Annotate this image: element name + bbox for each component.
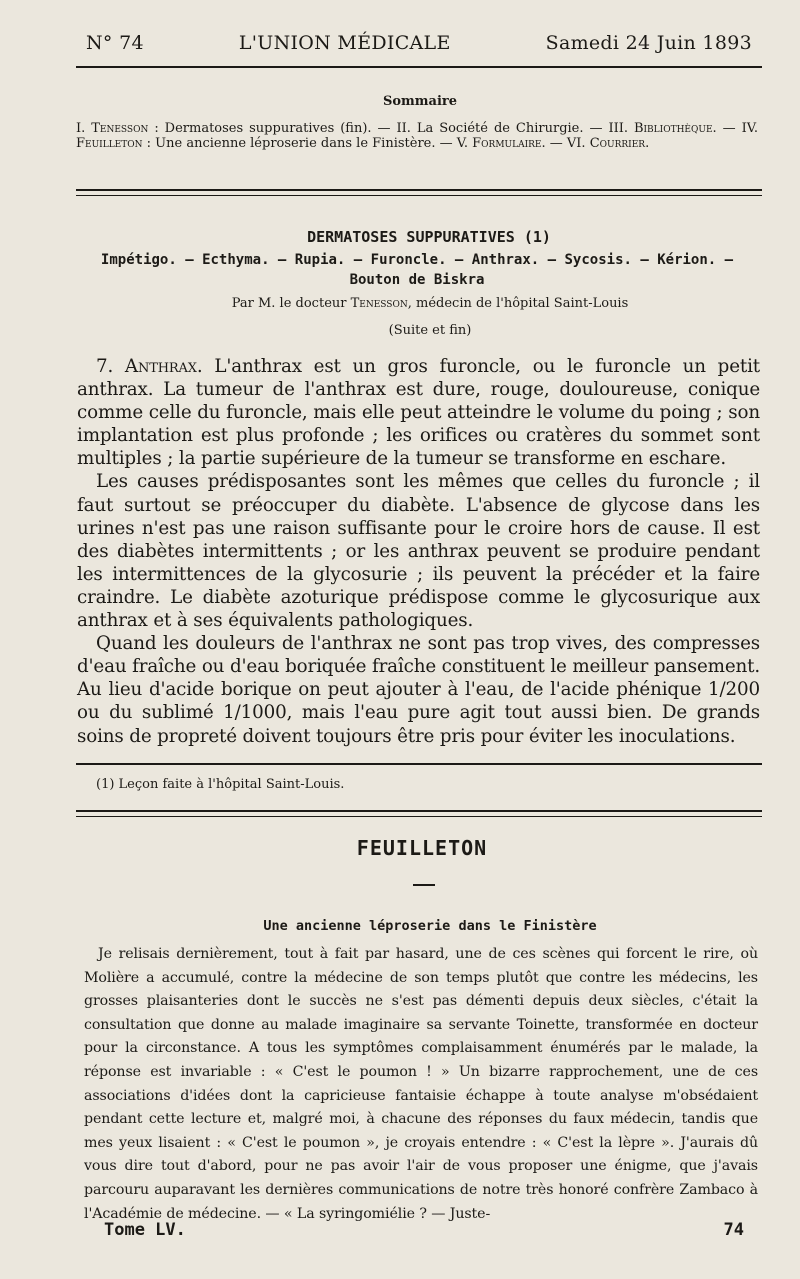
article-body — [77, 355, 760, 748]
sommaire-item-label: Bibliothèque — [633, 121, 713, 136]
feuilleton-title: Une ancienne léproserie dans le Finistère — [263, 918, 597, 934]
feuilleton-paragraph: Je relisais dernièrement, tout à fait par hasard, une de ces scènes qui forcent le rire, où Molière a accumulé, contre la médecine de son temps plutôt que contre les médecins, les grosses plaisanteries dont le succès ne s'est pas démenti depuis deux siècles, c'était la consultation que donne au malade imaginaire sa servante Toinette, transformée en docteur pour la circonstance. A tous les symptômes complaisamment énumérés par le malade, la réponse est invariable : « C'est le poumon ! » Un bizarre rapprochement, une de ces associations d'idées dont la capricieuse fantaisie échappe à toute analyse m'obsédaient pendant cette lecture et, malgré moi, à chacune des réponses du faux médecin, tandis que mes yeux lisaient : « C'est le poumon », je croyais entendre : « C'est la lèpre ». J'aurais dû vous dire tout d'abord, pour ne pas avoir l'air de vous proposer une énigme, que j'avais parcouru auparavant les dernières communications de notre très honoré confrère Zambaco à l'Académie de médecine. — « La syringomiélie ? — Juste- — [84, 946, 758, 1222]
article-title: DERMATOSES SUPPURATIVES (1) — [307, 228, 551, 246]
sommaire-text — [76, 121, 758, 151]
footnote-rule — [76, 763, 762, 765]
article-suite: (Suite et fin) — [388, 323, 472, 338]
sommaire-item-text: : Une ancienne léproserie dans le Finistère. — V. — [142, 136, 473, 151]
author-prefix: Par M. le docteur — [231, 296, 351, 311]
paragraph-text: . L'anthrax est un gros furoncle, ou le furoncle un petit anthrax. La tumeur de l'anthrax est dure, rouge, douloureuse, conique comme celle du furoncle, mais elle peut atteindre le volume du poing ; son implantation est plus profonde ; les orifices ou cratères du sommet sont multiples ; la partie supérieure de la tumeur se transforme en eschare. — [77, 356, 760, 470]
page-number: 74 — [723, 1220, 744, 1240]
tome-label: Tome LV. — [104, 1220, 186, 1240]
footnote: (1) Leçon faite à l'hôpital Saint-Louis. — [96, 777, 345, 792]
sommaire-item-label: Formulaire — [472, 136, 542, 151]
sommaire-item-text: . — [645, 136, 650, 151]
masthead-rule — [76, 66, 762, 68]
article-paragraph — [77, 355, 760, 470]
masthead — [86, 32, 752, 54]
paragraph-lead: 7. — [96, 356, 125, 377]
sommaire-item-text: . — IV. — [712, 121, 758, 136]
sommaire-rule-bottom — [76, 195, 762, 196]
sommaire-rule-top — [76, 189, 762, 191]
feuilleton-heading: FEUILLETON — [356, 836, 488, 860]
issue-date: Samedi 24 Juin 1893 — [545, 32, 752, 54]
article-paragraph: Quand les douleurs de l'anthrax ne sont pas trop vives, des compresses d'eau fraîche ou d'eau boriquée fraîche constituent le meilleur pansement. Au lieu d'acide borique on peut ajouter à l'eau, de l'acide phénique 1/200 ou du sublimé 1/1000, mais l'eau pure agit tout aussi bien. De grands soins de propreté doivent toujours être pris pour éviter les inoculations. — [77, 633, 760, 747]
sommaire-item-label: I. Tenesson — [76, 121, 149, 136]
issue-number: N° 74 — [86, 32, 144, 54]
author-name: Tenesson — [350, 296, 408, 311]
journal-title: L'UNION MÉDICALE — [238, 32, 451, 54]
page-footer — [104, 1220, 744, 1240]
feuilleton-rule-bottom — [76, 816, 762, 817]
article-author — [0, 296, 800, 311]
feuilleton-rule-top — [76, 810, 762, 812]
sommaire-item-label: Courrier — [589, 136, 646, 151]
sommaire-item-label: Feuilleton — [76, 136, 143, 151]
feuilleton-body — [84, 943, 758, 1226]
sommaire-title: Sommaire — [382, 94, 458, 109]
author-suffix: , médecin de l'hôpital Saint-Louis — [407, 296, 629, 311]
feuilleton-divider — [413, 884, 435, 886]
article-subtitle: Impétigo. — Ecthyma. — Rupia. — Furoncle. — Anthrax. — Sycosis. — Kérion. — Bouton de Biskra — [100, 252, 734, 288]
paragraph-label: Anthrax — [124, 356, 197, 377]
sommaire-item-text: : Dermatoses suppuratives (fin). — II. La Société de Chirurgie. — III. — [148, 121, 634, 136]
sommaire-item-text: . — VI. — [541, 136, 590, 151]
article-paragraph: Les causes prédisposantes sont les mêmes que celles du furoncle ; il faut surtout se préoccuper du diabète. L'absence de glycose dans les urines n'est pas une raison suffisante pour le croire hors de cause. Il est des diabètes intermittents ; or les anthrax peuvent se produire pendant les intermittences de la glycosurie ; ils peuvent la précéder et la faire craindre. Le diabète azoturique prédispose comme le glycosurique aux anthrax et à ses équivalents pathologiques. — [77, 471, 760, 632]
